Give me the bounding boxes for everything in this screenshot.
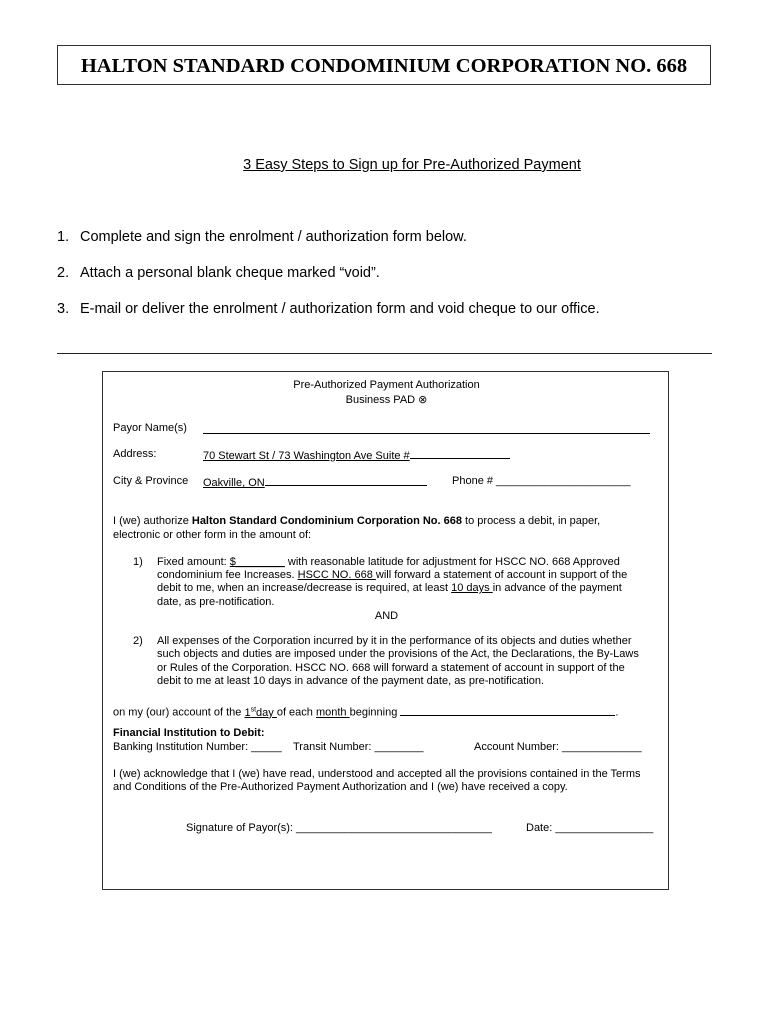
city-value: Oakville, ON [203,477,265,489]
step-number: 1. [57,229,70,245]
steps-heading: 3 Easy Steps to Sign up for Pre-Authorized Payment [243,157,581,173]
step-number: 2. [57,265,70,281]
step-2 [57,265,380,281]
payor-name-field[interactable] [203,422,650,434]
authorize-post: to process a debit, in paper, [462,515,601,527]
item-2-line: All expenses of the Corporation incurred by it in the performance of its objects and duties whether [157,635,632,647]
acknowledgement-line: and Conditions of the Pre-Authorized Payment Authorization and I (we) have received a copy. [113,781,568,793]
corporation-name: Halton Standard Condominium Corporation No. 668 [191,515,462,527]
step-3 [57,301,600,317]
step-number: 3. [57,301,70,317]
divider [57,353,712,354]
item-1-text: in advance of the payment [492,582,622,594]
suite-blank [410,448,510,459]
debit-frequency-field[interactable]: month [315,706,350,719]
account-number-field[interactable]: Account Number: _____________ [474,741,642,753]
item-2-line: debit to me at least 10 days in advance of the payment date, as pre-notification. [157,675,545,687]
hscc-number: HSCC NO. 668 [297,569,376,581]
bank-number-field[interactable]: Banking Institution Number: _____ [113,741,282,753]
period: . [615,706,619,719]
item-1-line-1 [157,556,620,570]
signature-field[interactable]: Signature of Payor(s): ________________________________ [186,822,492,834]
item-1-text: will forward a statement of account in support of the [375,569,628,581]
page-title: HALTON STANDARD CONDOMINIUM CORPORATION NO. 668 [57,45,711,85]
date-field[interactable]: Date: ________________ [526,822,654,834]
city-label: City & Province [113,475,189,487]
debit-schedule [113,703,618,720]
debit-day-number: 1 [244,706,251,719]
phone-field[interactable]: Phone # ______________________ [452,475,631,487]
item-2-line: such objects and duties are imposed under the provisions of the Act, the Declarations, the By-Laws [157,648,639,660]
item-1-text: debit to me, when an increase/decrease is required, at least [157,582,452,594]
fixed-amount-text: with reasonable latitude for adjustment for HSCC NO. 668 Approved [284,556,620,568]
debit-schedule-text: on my (our) account of the [113,706,245,719]
form-subtitle: Business PAD ⊗ [345,394,428,406]
item-1-line-2 [157,569,627,583]
debit-schedule-text: beginning [349,706,401,719]
authorize-pre: I (we) authorize [113,515,192,527]
city-field[interactable] [203,475,427,491]
step-text: Complete and sign the enrolment / authorization form below. [80,229,467,245]
financial-institution-heading: Financial Institution to Debit: [113,727,265,739]
item-2-line: or Rules of the Corporation. HSCC NO. 668 will forward a statement of account in support of the [157,662,625,674]
address-label: Address: [113,448,157,460]
transit-number-field[interactable]: Transit Number: ________ [293,741,424,753]
debit-day-suffix: st [250,706,257,713]
pad-authorization-form [102,371,669,890]
authorize-text-line2: electronic or other form in the amount of: [113,529,312,541]
and-separator: AND [374,610,399,622]
city-blank [265,475,427,486]
fixed-amount-label: Fixed amount: [157,556,230,568]
notice-days: 10 days [451,582,493,594]
debit-day-word: day [256,706,277,719]
authorize-text [113,515,600,529]
address-field[interactable] [203,448,510,464]
item-1-line-3 [157,582,622,596]
step-text: Attach a personal blank cheque marked “void”. [80,265,380,281]
debit-schedule-text: of each [276,706,316,719]
fixed-amount-field[interactable]: $________ [229,556,285,568]
acknowledgement-line: I (we) acknowledge that I (we) have read, understood and accepted all the provisions contained in the Terms [113,768,641,780]
beginning-date-field[interactable] [400,705,615,716]
debit-day-field[interactable] [244,707,276,719]
address-value: 70 Stewart St / 73 Washington Ave Suite # [203,450,410,462]
step-text: E-mail or deliver the enrolment / authorization form and void cheque to our office. [80,301,600,317]
item-1-text: condominium fee Increases. [157,569,298,581]
item-1-line-4: date, as pre-notification. [157,596,275,608]
item-2-number: 2) [133,635,143,647]
form-title: Pre-Authorized Payment Authorization [293,379,480,391]
payor-name-label: Payor Name(s) [113,422,187,434]
item-1-number: 1) [133,556,143,568]
step-1 [57,229,467,245]
